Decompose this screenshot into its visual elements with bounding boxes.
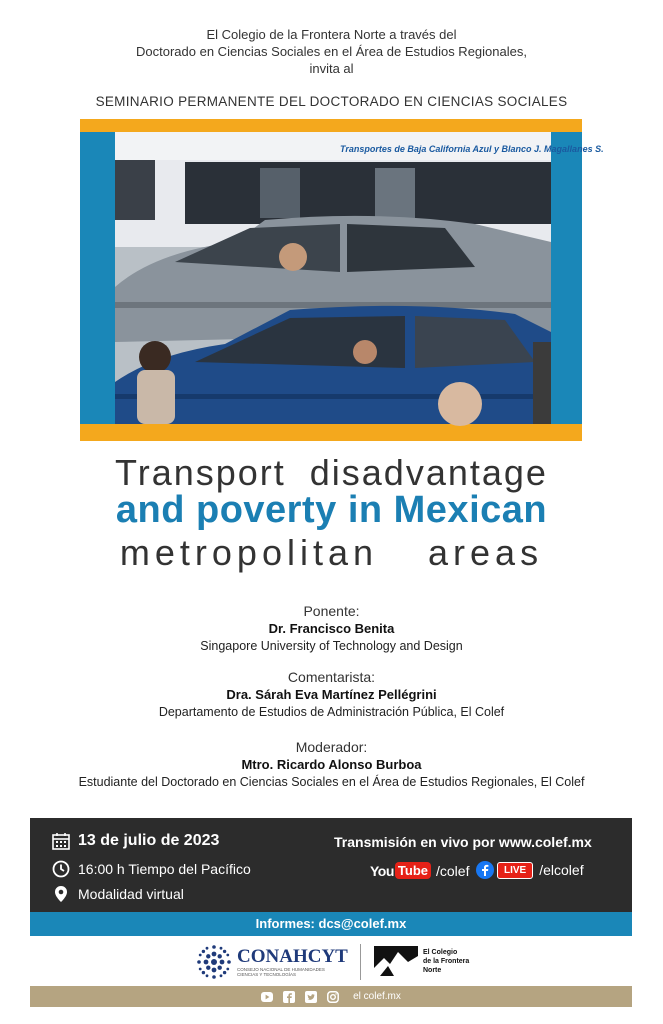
clock-icon	[52, 860, 70, 878]
facebook-live-link[interactable]	[476, 861, 584, 879]
live-badge: LIVE	[497, 862, 533, 879]
conahcyt-sub-2: CIENCIAS Y TECNOLOGÍAS	[237, 972, 297, 977]
title-line-2: and poverty in Mexican	[115, 489, 548, 531]
intro-line-3: invita al	[309, 61, 354, 76]
colef-logo	[374, 946, 469, 976]
conahcyt-name: CONAHCYT	[237, 946, 348, 967]
comentarista-name: Dra. Sárah Eva Martínez Pellégrini	[226, 687, 437, 702]
event-time-row	[52, 860, 251, 878]
moderador-affiliation: Estudiante del Doctorado en Ciencias Sociales en el Área de Estudios Regionales, El Colef	[78, 775, 585, 789]
youtube-handle: /colef	[436, 862, 470, 879]
ponente-name: Dr. Francisco Benita	[268, 621, 395, 636]
title-line-1: Transport disadvantage	[115, 452, 548, 493]
colef-wordmark	[423, 948, 469, 975]
instagram-small-icon[interactable]	[327, 991, 339, 1003]
footer-handle[interactable]: el colef.mx	[353, 991, 401, 1002]
logo-divider	[360, 944, 361, 980]
facebook-small-icon[interactable]	[283, 991, 295, 1003]
event-mode: Modalidad virtual	[78, 886, 184, 902]
colef-emblem-icon	[374, 946, 418, 976]
moderador-name: Mtro. Ricardo Alonso Burboa	[241, 757, 422, 772]
social-row	[30, 986, 632, 1007]
twitter-small-icon[interactable]	[305, 991, 317, 1003]
event-date-row	[52, 832, 219, 850]
conahcyt-sub-1: CONSEJO NACIONAL DE HUMANIDADES	[237, 967, 325, 972]
facebook-icon	[476, 861, 494, 879]
intro-line-1: El Colegio de la Frontera Norte a través del	[206, 27, 457, 42]
event-date: 13 de julio de 2023	[78, 832, 220, 849]
ponente-role: Ponente:	[303, 603, 360, 619]
colef-line-2: de la Frontera	[423, 957, 470, 965]
event-info-bar	[30, 818, 632, 912]
event-time: 16:00 h Tiempo del Pacífico	[78, 861, 251, 877]
colef-line-1: El Colegio	[423, 948, 458, 956]
moderador-block	[0, 739, 663, 789]
event-mode-row	[54, 885, 184, 903]
intro-text	[0, 26, 663, 77]
youtube-link[interactable]	[370, 862, 469, 879]
comentarista-role: Comentarista:	[287, 669, 376, 685]
youtube-you-text: You	[370, 862, 394, 879]
facebook-handle: /elcolef	[539, 862, 584, 878]
youtube-icon: Tube	[395, 862, 431, 879]
social-footer	[30, 986, 632, 1007]
intro-line-2: Doctorado en Ciencias Sociales en el Área de Estudios Regionales,	[136, 44, 527, 59]
ponente-affiliation: Singapore University of Technology and Design	[200, 639, 463, 653]
informes-text[interactable]: Informes: dcs@colef.mx	[255, 916, 407, 931]
colef-line-3: Norte	[423, 966, 442, 974]
calendar-icon	[52, 832, 70, 850]
traffic-photo	[115, 132, 604, 424]
conahcyt-wordmark	[237, 947, 348, 977]
seminar-title: SEMINARIO PERMANENTE DEL DOCTORADO EN CIENCIAS SOCIALES	[95, 94, 568, 109]
conahcyt-emblem-icon	[196, 944, 232, 980]
youtube-small-icon[interactable]	[261, 991, 273, 1003]
van-lettering: Transportes de Baja California Azul y Blanco J. Magallanes S.	[340, 144, 604, 154]
traffic-photo-illustration	[115, 132, 604, 424]
informes-bar	[30, 912, 632, 936]
comentarista-block	[0, 669, 663, 719]
stream-text: Transmisión en vivo por www.colef.mx	[334, 834, 592, 850]
title-line-3: metropolitan areas	[119, 532, 544, 573]
location-pin-icon	[54, 885, 68, 903]
conahcyt-logo	[196, 944, 348, 980]
comentarista-affiliation: Departamento de Estudios de Administración Pública, El Colef	[158, 705, 505, 719]
ponente-block	[0, 603, 663, 653]
moderador-role: Moderador:	[295, 739, 368, 755]
